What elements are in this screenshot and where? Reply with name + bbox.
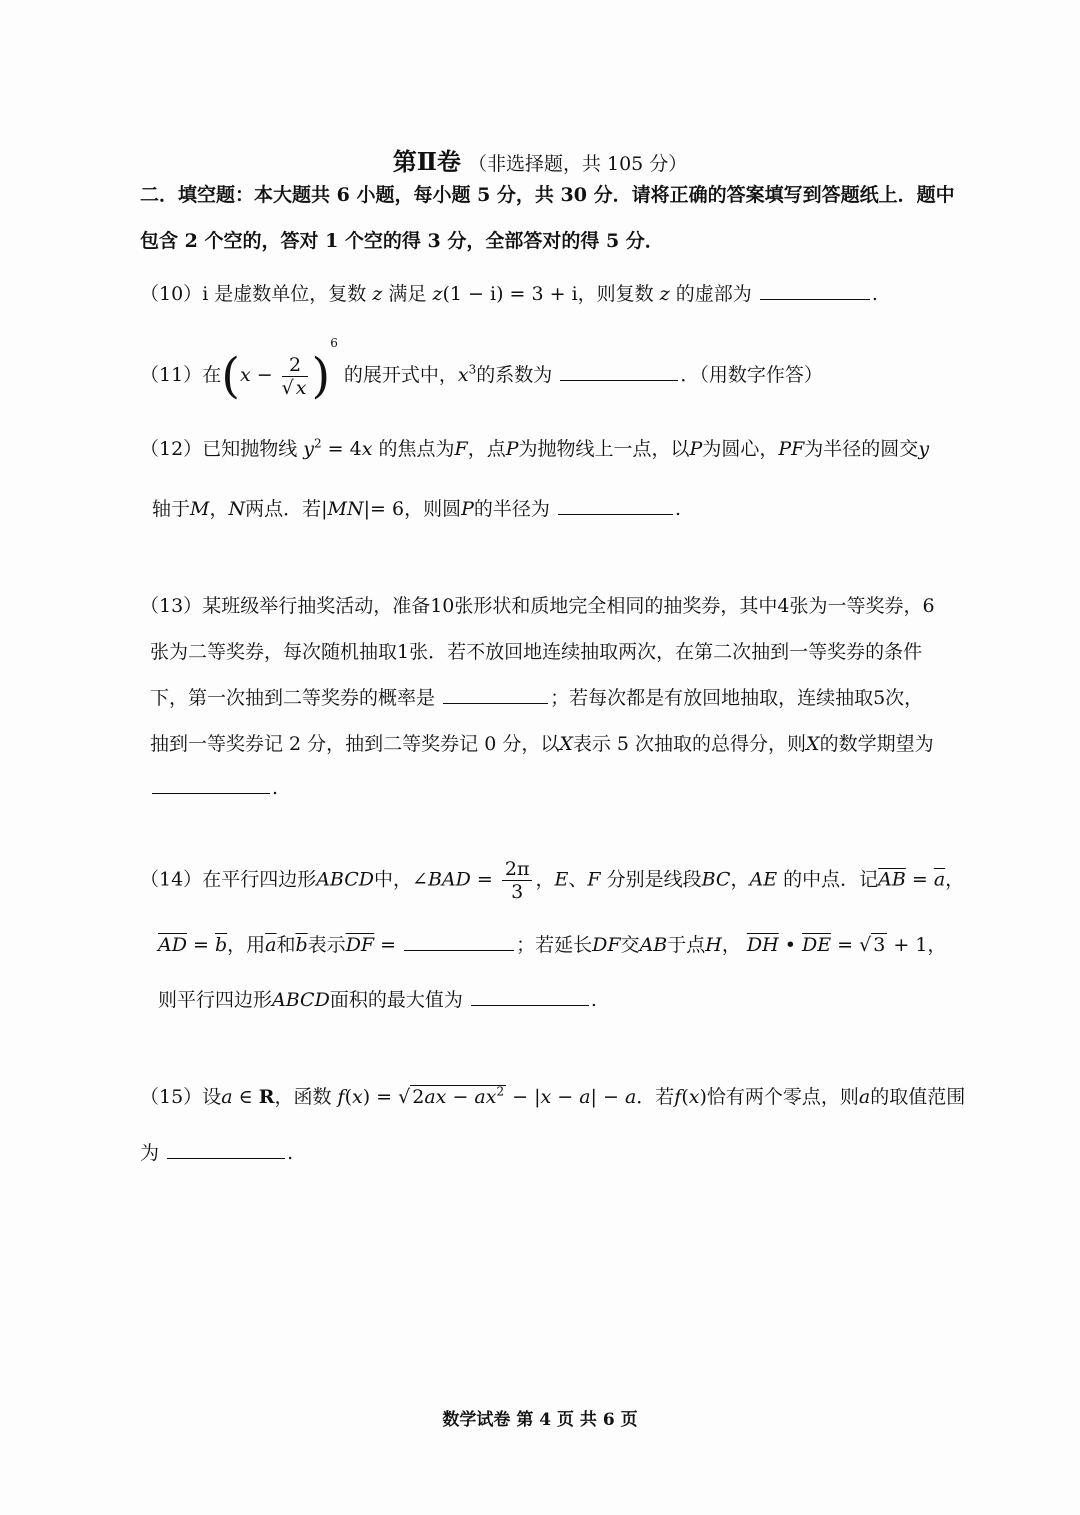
q11-end: ．（用数字作答） — [680, 364, 823, 386]
q14-text-5: 分别是线段 — [606, 868, 702, 891]
q10-answer-blank[interactable] — [760, 281, 870, 300]
question-13-line3 — [150, 683, 923, 710]
q14-text-8: ，用 — [227, 934, 266, 956]
q12-text-9: 两点．若 — [245, 498, 322, 520]
q12-text-5: 为圆心， — [702, 438, 779, 460]
q13-line3b: ；若每次都是有放回地抽取，连续抽取5次， — [550, 687, 924, 709]
q15-text-3: ．若 — [636, 1086, 675, 1108]
q14-end: . — [590, 989, 597, 1011]
section-instructions-line2: 包含 2 个空的，答对 1 个空的得 3 分，全部答对的得 5 分． — [140, 230, 664, 252]
q11-x-power: 3 — [468, 362, 477, 377]
q14-text-12: 交 — [620, 934, 640, 956]
page-footer: 数学试卷 第 4 页 共 6 页 — [442, 1410, 638, 1430]
q15-end: . — [287, 1142, 294, 1164]
q14-text-6: ， — [730, 868, 750, 891]
q12-text-11: 的半径为 — [473, 498, 550, 520]
q11-text-3: 的系数为 — [476, 364, 553, 386]
q14-text-11: ；若延长 — [516, 934, 593, 956]
q15-text-6: 为 — [140, 1142, 160, 1164]
q12-text-2: 的焦点为 — [378, 438, 455, 460]
q13-number: （13） — [140, 595, 203, 617]
q14-text-2: 中， — [374, 868, 413, 891]
q14-text-4: 、 — [568, 868, 588, 891]
q12-text-7: 轴于 — [152, 498, 191, 520]
q13-line1: 某班级举行抽奖活动，准备10张形状和质地完全相同的抽奖券，其中4张为一等奖券，6 — [202, 595, 935, 617]
q10-number: （10） — [140, 283, 203, 305]
q13-end: . — [272, 777, 279, 799]
q15-answer-blank[interactable] — [167, 1140, 285, 1159]
q11-text-1: 在 — [202, 364, 222, 386]
q10-text-2: 满足 — [388, 283, 427, 305]
q13-line3a: 下，第一次抽到二等奖券的概率是 — [150, 687, 436, 709]
question-13-line5 — [150, 775, 278, 799]
q10-text-1: i 是虚数单位，复数 — [202, 283, 367, 305]
question-12-line1: （12）已知抛物线 $y^2 = 4x$ 的焦点为F，点P为抛物线上一点，以P为圆心，PF为半径的圆交y — [140, 436, 930, 460]
question-14-line3: 则平行四边形ABCD面积的最大值为 . — [158, 989, 597, 1011]
q14-text-15: 则平行四边形 — [158, 989, 273, 1011]
question-14-line1: （14）在平行四边形ABCD中，∠BAD = $\frac{2\pi}{3}$ ，E、F 分别是线段BC，AE 的中点．记$\overline{AB} = \overline{a}$， — [140, 858, 965, 903]
title-main: 第Ⅱ卷 — [392, 147, 461, 176]
question-13-line4: 抽到一等奖券记 2 分，抽到二等奖券记 0 分，以X表示 5 次抽取的总得分，则X的数学期望为 — [150, 733, 934, 755]
q11-text-2: 的展开式中， — [343, 364, 458, 386]
q12-number: （12） — [140, 438, 203, 460]
q15-text-2: ，函数 — [274, 1086, 332, 1108]
q15-number: （15） — [140, 1086, 203, 1108]
q15-text-1: 设 — [202, 1086, 222, 1108]
q12-end: . — [674, 498, 682, 520]
q11-power: 6 — [330, 336, 338, 350]
q14-answer-blank-2[interactable] — [471, 987, 589, 1006]
q14-text-1: 在平行四边形 — [202, 868, 317, 891]
question-12-line2: 轴于M，N两点．若|MN|= 6，则圆P的半径为 . — [152, 498, 682, 520]
q14-text-14: ， — [721, 934, 741, 956]
section-instructions-line1: 二．填空题：本大题共 6 小题，每小题 5 分，共 30 分．请将正确的答案填写到答题纸上．题中 — [140, 184, 955, 206]
section-title — [0, 142, 1080, 177]
question-10: （10）i 是虚数单位，复数 z 满足 z(1 − i) = 3 + i，则复数 z 的虚部为 . — [140, 283, 878, 305]
q10-equation: (1 − i) = 3 + i — [442, 283, 578, 305]
q14-text-9: 和 — [276, 934, 296, 956]
q12-text-4: 为抛物线上一点，以 — [518, 438, 690, 460]
q12-text-10: = 6，则圆 — [370, 498, 462, 520]
q14-answer-blank-1[interactable] — [404, 932, 514, 951]
q11-fraction: $\frac{2}{√ x}$ — [281, 353, 307, 399]
q15-text-5: 的取值范围 — [870, 1086, 966, 1108]
q14-fraction-denominator: 3 — [511, 881, 524, 903]
q11-number: （11） — [140, 364, 203, 386]
q13-line4b: 表示 5 次抽取的总得分，则 — [572, 733, 807, 755]
q14-text-13: 于点 — [667, 934, 706, 956]
q14-text-10: 表示 — [307, 934, 346, 956]
q10-text-3: ，则复数 — [577, 283, 654, 305]
question-15-line1: （15）设a ∈ R，函数 f(x) = √ $2ax - ax^2 - |x - a| - a$．若f(x)恰有两个零点，则a的取值范围 — [140, 1084, 966, 1108]
q14-text-3: ， — [535, 868, 555, 891]
q12-text-1: 已知抛物线 — [202, 438, 298, 460]
q14-text-7: 的中点．记 — [783, 868, 879, 891]
title-sub: （非选择题，共 105 分） — [467, 153, 688, 175]
q13-answer-blank-1[interactable] — [443, 685, 548, 704]
q10-text-4: 的虚部为 — [675, 283, 752, 305]
q12-text-8: ， — [209, 498, 229, 520]
q13-line4c: 的数学期望为 — [819, 733, 934, 755]
question-15-line2 — [140, 1138, 293, 1165]
q14-text-16: 面积的最大值为 — [329, 989, 463, 1011]
question-13-line2: 张为二等奖券，每次随机抽取1张．若不放回地连续抽取两次，在第二次抽到一等奖券的条件 — [150, 641, 923, 663]
question-14-line2: $\overline{AD} = \overline{b}$，用$\overline{a}$和$\overline{b}$表示$\overline{DF}$ = ；若延长DF交AB于点H， $\overline{DH}$ • $\overline{DE}$ = √ 3 + 1， — [158, 934, 947, 956]
q10-end: . — [871, 283, 878, 305]
q11-answer-blank[interactable] — [560, 362, 678, 381]
q14-angle-fraction — [502, 858, 533, 903]
q12-text-6: 为半径的圆交 — [804, 438, 919, 460]
q14-number: （14） — [140, 868, 203, 891]
question-11: （11）在(x − $\frac{2}{√ x}$ )$^6$ 的展开式中，$x^3$的系数为 ．（用数字作答） — [140, 336, 823, 404]
q13-line4a: 抽到一等奖券记 2 分，抽到二等奖券记 0 分，以 — [150, 733, 560, 755]
q13-answer-blank-2[interactable] — [152, 775, 270, 794]
q15-text-4: 恰有两个零点，则 — [706, 1086, 859, 1108]
q12-answer-blank[interactable] — [558, 496, 673, 515]
q14-fraction-numerator: 2π — [502, 858, 533, 881]
q12-text-3: ，点 — [467, 438, 506, 460]
question-13-line1 — [140, 591, 935, 618]
q11-fraction-numerator: 2 — [282, 354, 309, 377]
